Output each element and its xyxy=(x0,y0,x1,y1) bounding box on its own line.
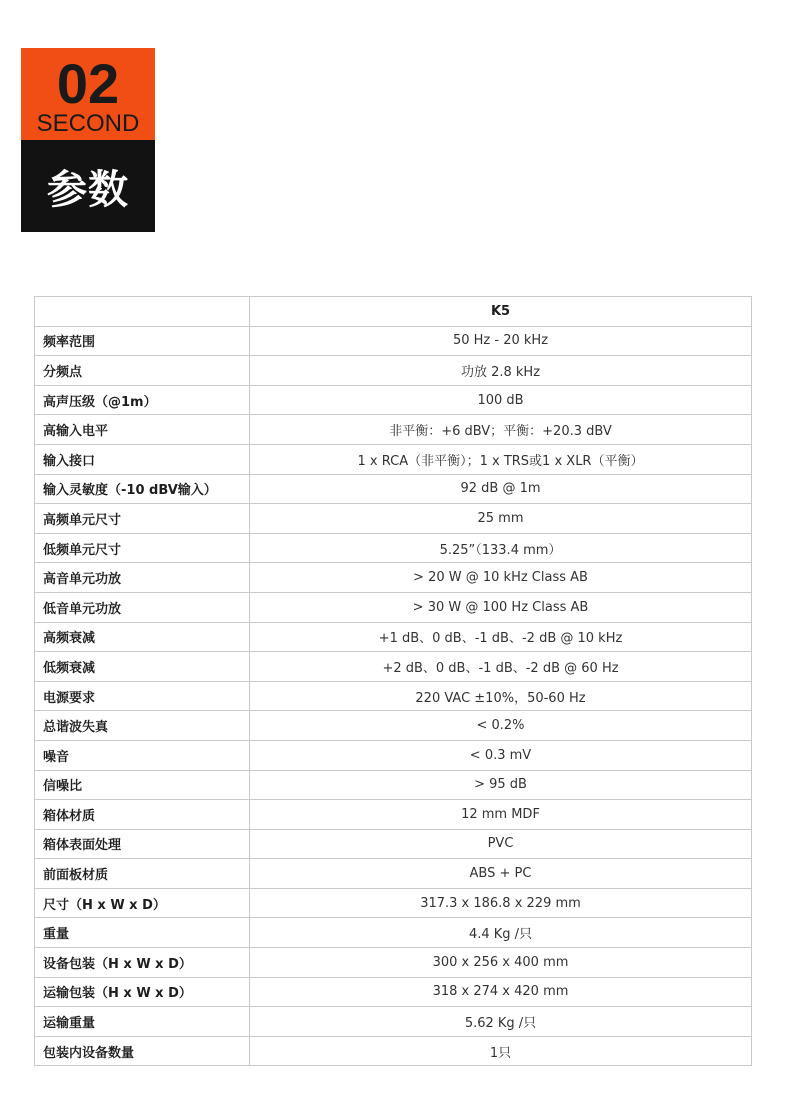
spec-row xyxy=(35,533,752,563)
spec-value: 92 dB @ 1m xyxy=(250,474,752,504)
spec-row xyxy=(35,1036,752,1066)
spec-row xyxy=(35,829,752,859)
spec-label: 低频单元尺寸 xyxy=(35,533,250,563)
section-title: 参数 xyxy=(47,166,129,213)
spec-row xyxy=(35,1007,752,1037)
spec-row xyxy=(35,385,752,415)
spec-label: 输入灵敏度（-10 dBV输入） xyxy=(35,474,250,504)
spec-label: 运输包装（H x W x D） xyxy=(35,977,250,1007)
section-title-block xyxy=(21,140,155,232)
spec-row xyxy=(35,563,752,593)
spec-row xyxy=(35,415,752,445)
spec-value: > 30 W @ 100 Hz Class AB xyxy=(250,592,752,622)
spec-value: 300 x 256 x 400 mm xyxy=(250,948,752,978)
spec-label: 噪音 xyxy=(35,740,250,770)
spec-value: +1 dB、0 dB、-1 dB、-2 dB @ 10 kHz xyxy=(250,622,752,652)
spec-header-label xyxy=(35,297,250,327)
section-number-block xyxy=(21,48,155,140)
spec-row xyxy=(35,711,752,741)
spec-label: 频率范围 xyxy=(35,326,250,356)
spec-value: 1只 xyxy=(250,1036,752,1066)
spec-value: > 95 dB xyxy=(250,770,752,800)
spec-label: 总谐波失真 xyxy=(35,711,250,741)
spec-row xyxy=(35,888,752,918)
spec-value: PVC xyxy=(250,829,752,859)
spec-value: 220 VAC ±10%，50-60 Hz xyxy=(250,681,752,711)
spec-value: 5.62 Kg /只 xyxy=(250,1007,752,1037)
spec-row xyxy=(35,356,752,386)
spec-label: 电源要求 xyxy=(35,681,250,711)
spec-row xyxy=(35,504,752,534)
spec-value: 25 mm xyxy=(250,504,752,534)
spec-value: > 20 W @ 10 kHz Class AB xyxy=(250,563,752,593)
spec-label: 分频点 xyxy=(35,356,250,386)
spec-label: 前面板材质 xyxy=(35,859,250,889)
spec-value: 100 dB xyxy=(250,385,752,415)
spec-value: 50 Hz - 20 kHz xyxy=(250,326,752,356)
spec-value: < 0.2% xyxy=(250,711,752,741)
spec-label: 运输重量 xyxy=(35,1007,250,1037)
spec-value: 12 mm MDF xyxy=(250,800,752,830)
spec-row xyxy=(35,681,752,711)
spec-row xyxy=(35,592,752,622)
spec-value: 4.4 Kg /只 xyxy=(250,918,752,948)
spec-row xyxy=(35,800,752,830)
spec-label: 箱体材质 xyxy=(35,800,250,830)
spec-row xyxy=(35,770,752,800)
spec-value: +2 dB、0 dB、-1 dB、-2 dB @ 60 Hz xyxy=(250,652,752,682)
spec-row xyxy=(35,622,752,652)
spec-table xyxy=(34,296,752,1066)
spec-row xyxy=(35,444,752,474)
spec-label: 高频单元尺寸 xyxy=(35,504,250,534)
spec-value: ABS + PC xyxy=(250,859,752,889)
spec-row xyxy=(35,474,752,504)
spec-row xyxy=(35,740,752,770)
spec-label: 尺寸（H x W x D） xyxy=(35,888,250,918)
spec-label: 低音单元功放 xyxy=(35,592,250,622)
spec-label: 重量 xyxy=(35,918,250,948)
spec-value: < 0.3 mV xyxy=(250,740,752,770)
spec-label: 信噪比 xyxy=(35,770,250,800)
spec-row xyxy=(35,326,752,356)
spec-value: 功放 2.8 kHz xyxy=(250,356,752,386)
spec-header-model: K5 xyxy=(250,297,752,327)
spec-label: 高音单元功放 xyxy=(35,563,250,593)
spec-row xyxy=(35,652,752,682)
spec-label: 高声压级（@1m） xyxy=(35,385,250,415)
section-subtitle: SECOND xyxy=(36,110,140,137)
spec-label: 高频衰减 xyxy=(35,622,250,652)
spec-value: 非平衡：+6 dBV；平衡：+20.3 dBV xyxy=(250,415,752,445)
spec-label: 包装内设备数量 xyxy=(35,1036,250,1066)
spec-row xyxy=(35,948,752,978)
spec-row xyxy=(35,918,752,948)
spec-row xyxy=(35,977,752,1007)
spec-label: 设备包装（H x W x D） xyxy=(35,948,250,978)
spec-label: 低频衰减 xyxy=(35,652,250,682)
spec-value: 318 x 274 x 420 mm xyxy=(250,977,752,1007)
spec-label: 箱体表面处理 xyxy=(35,829,250,859)
section-number: 02 xyxy=(56,52,120,115)
spec-value: 1 x RCA（非平衡）；1 x TRS或1 x XLR（平衡） xyxy=(250,444,752,474)
spec-table-header-row xyxy=(35,297,752,327)
spec-label: 高输入电平 xyxy=(35,415,250,445)
spec-value: 5.25”（133.4 mm） xyxy=(250,533,752,563)
spec-value: 317.3 x 186.8 x 229 mm xyxy=(250,888,752,918)
section-badge xyxy=(21,48,155,232)
spec-row xyxy=(35,859,752,889)
spec-label: 输入接口 xyxy=(35,444,250,474)
